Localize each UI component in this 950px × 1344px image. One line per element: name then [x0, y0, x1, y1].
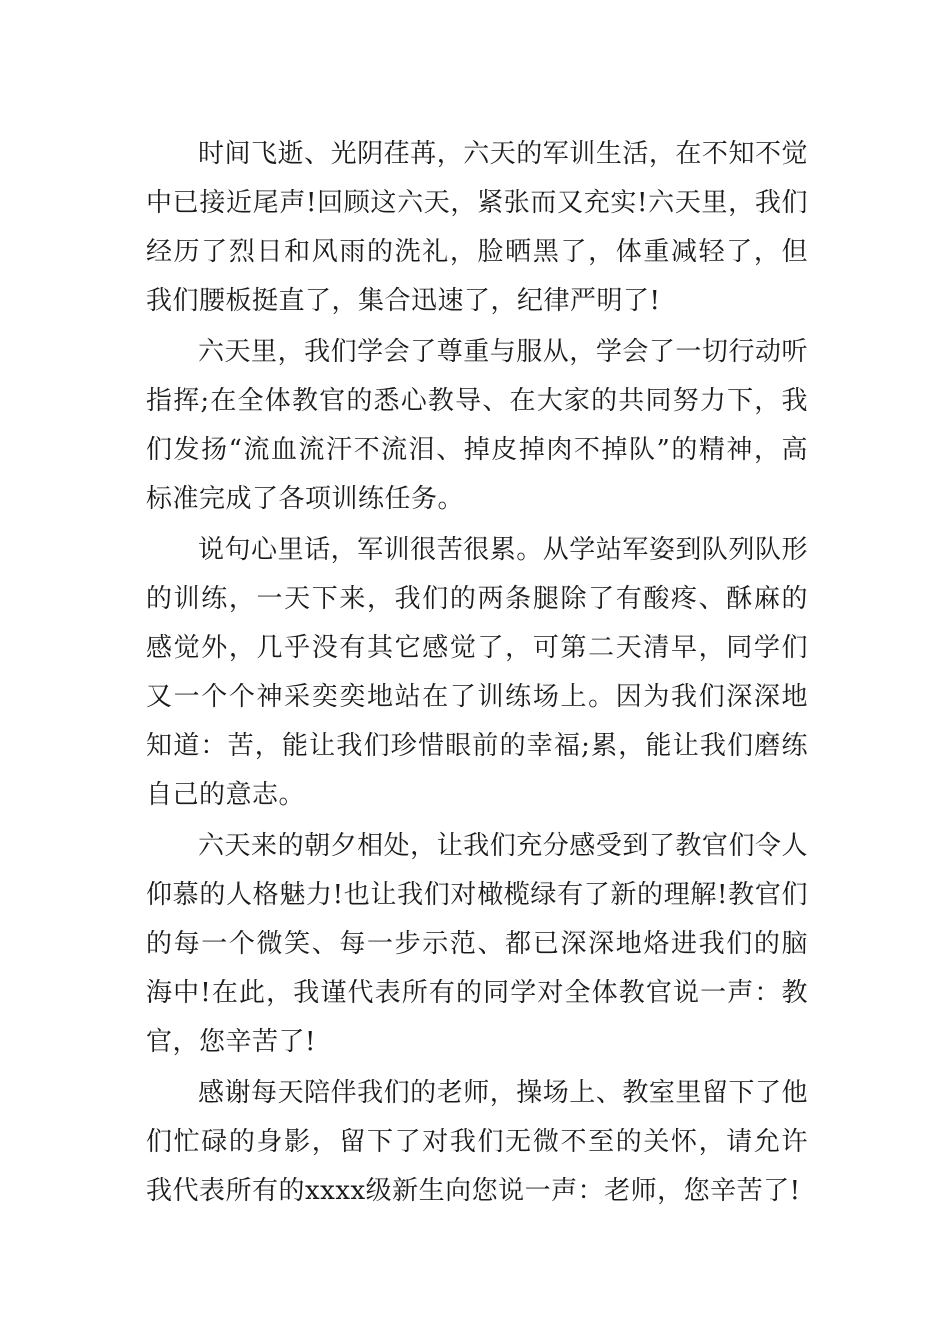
paragraph-1: 时间飞逝、光阴荏苒，六天的军训生活，在不知不觉中已接近尾声!回顾这六天，紧张而又充实!六天里，我们经历了烈日和风雨的洗礼，脸晒黑了，体重减轻了，但我们腰板挺直了，集合迅速了，纪律严明了!	[146, 139, 808, 316]
paragraph-2: 六天里，我们学会了尊重与服从，学会了一切行动听指挥;在全体教官的悉心教导、在大家的共同努力下，我们发扬“流血流汗不流泪、掉皮掉肉不掉队”的精神，高标准完成了各项训练任务。	[146, 337, 808, 514]
document-body	[146, 130, 808, 1216]
paragraph-4: 六天来的朝夕相处，让我们充分感受到了教官们令人仰慕的人格魅力!也让我们对橄榄绿有了新的理解!教官们的每一个微笑、每一步示范、都已深深地烙进我们的脑海中!在此，我谨代表所有的同学对全体教官说一声：教官，您辛苦了!	[146, 831, 808, 1057]
paragraph-5: 感谢每天陪伴我们的老师，操场上、教室里留下了他们忙碌的身影，留下了对我们无微不至的关怀，请允许我代表所有的xxxx级新生向您说一声：老师，您辛苦了!	[146, 1078, 808, 1206]
paragraph-3: 说句心里话，军训很苦很累。从学站军姿到队列队形的训练，一天下来，我们的两条腿除了有酸疼、酥麻的感觉外，几乎没有其它感觉了，可第二天清早，同学们又一个个神采奕奕地站在了训练场上。因为我们深深地知道：苦，能让我们珍惜眼前的幸福;累，能让我们磨练自己的意志。	[146, 535, 808, 810]
